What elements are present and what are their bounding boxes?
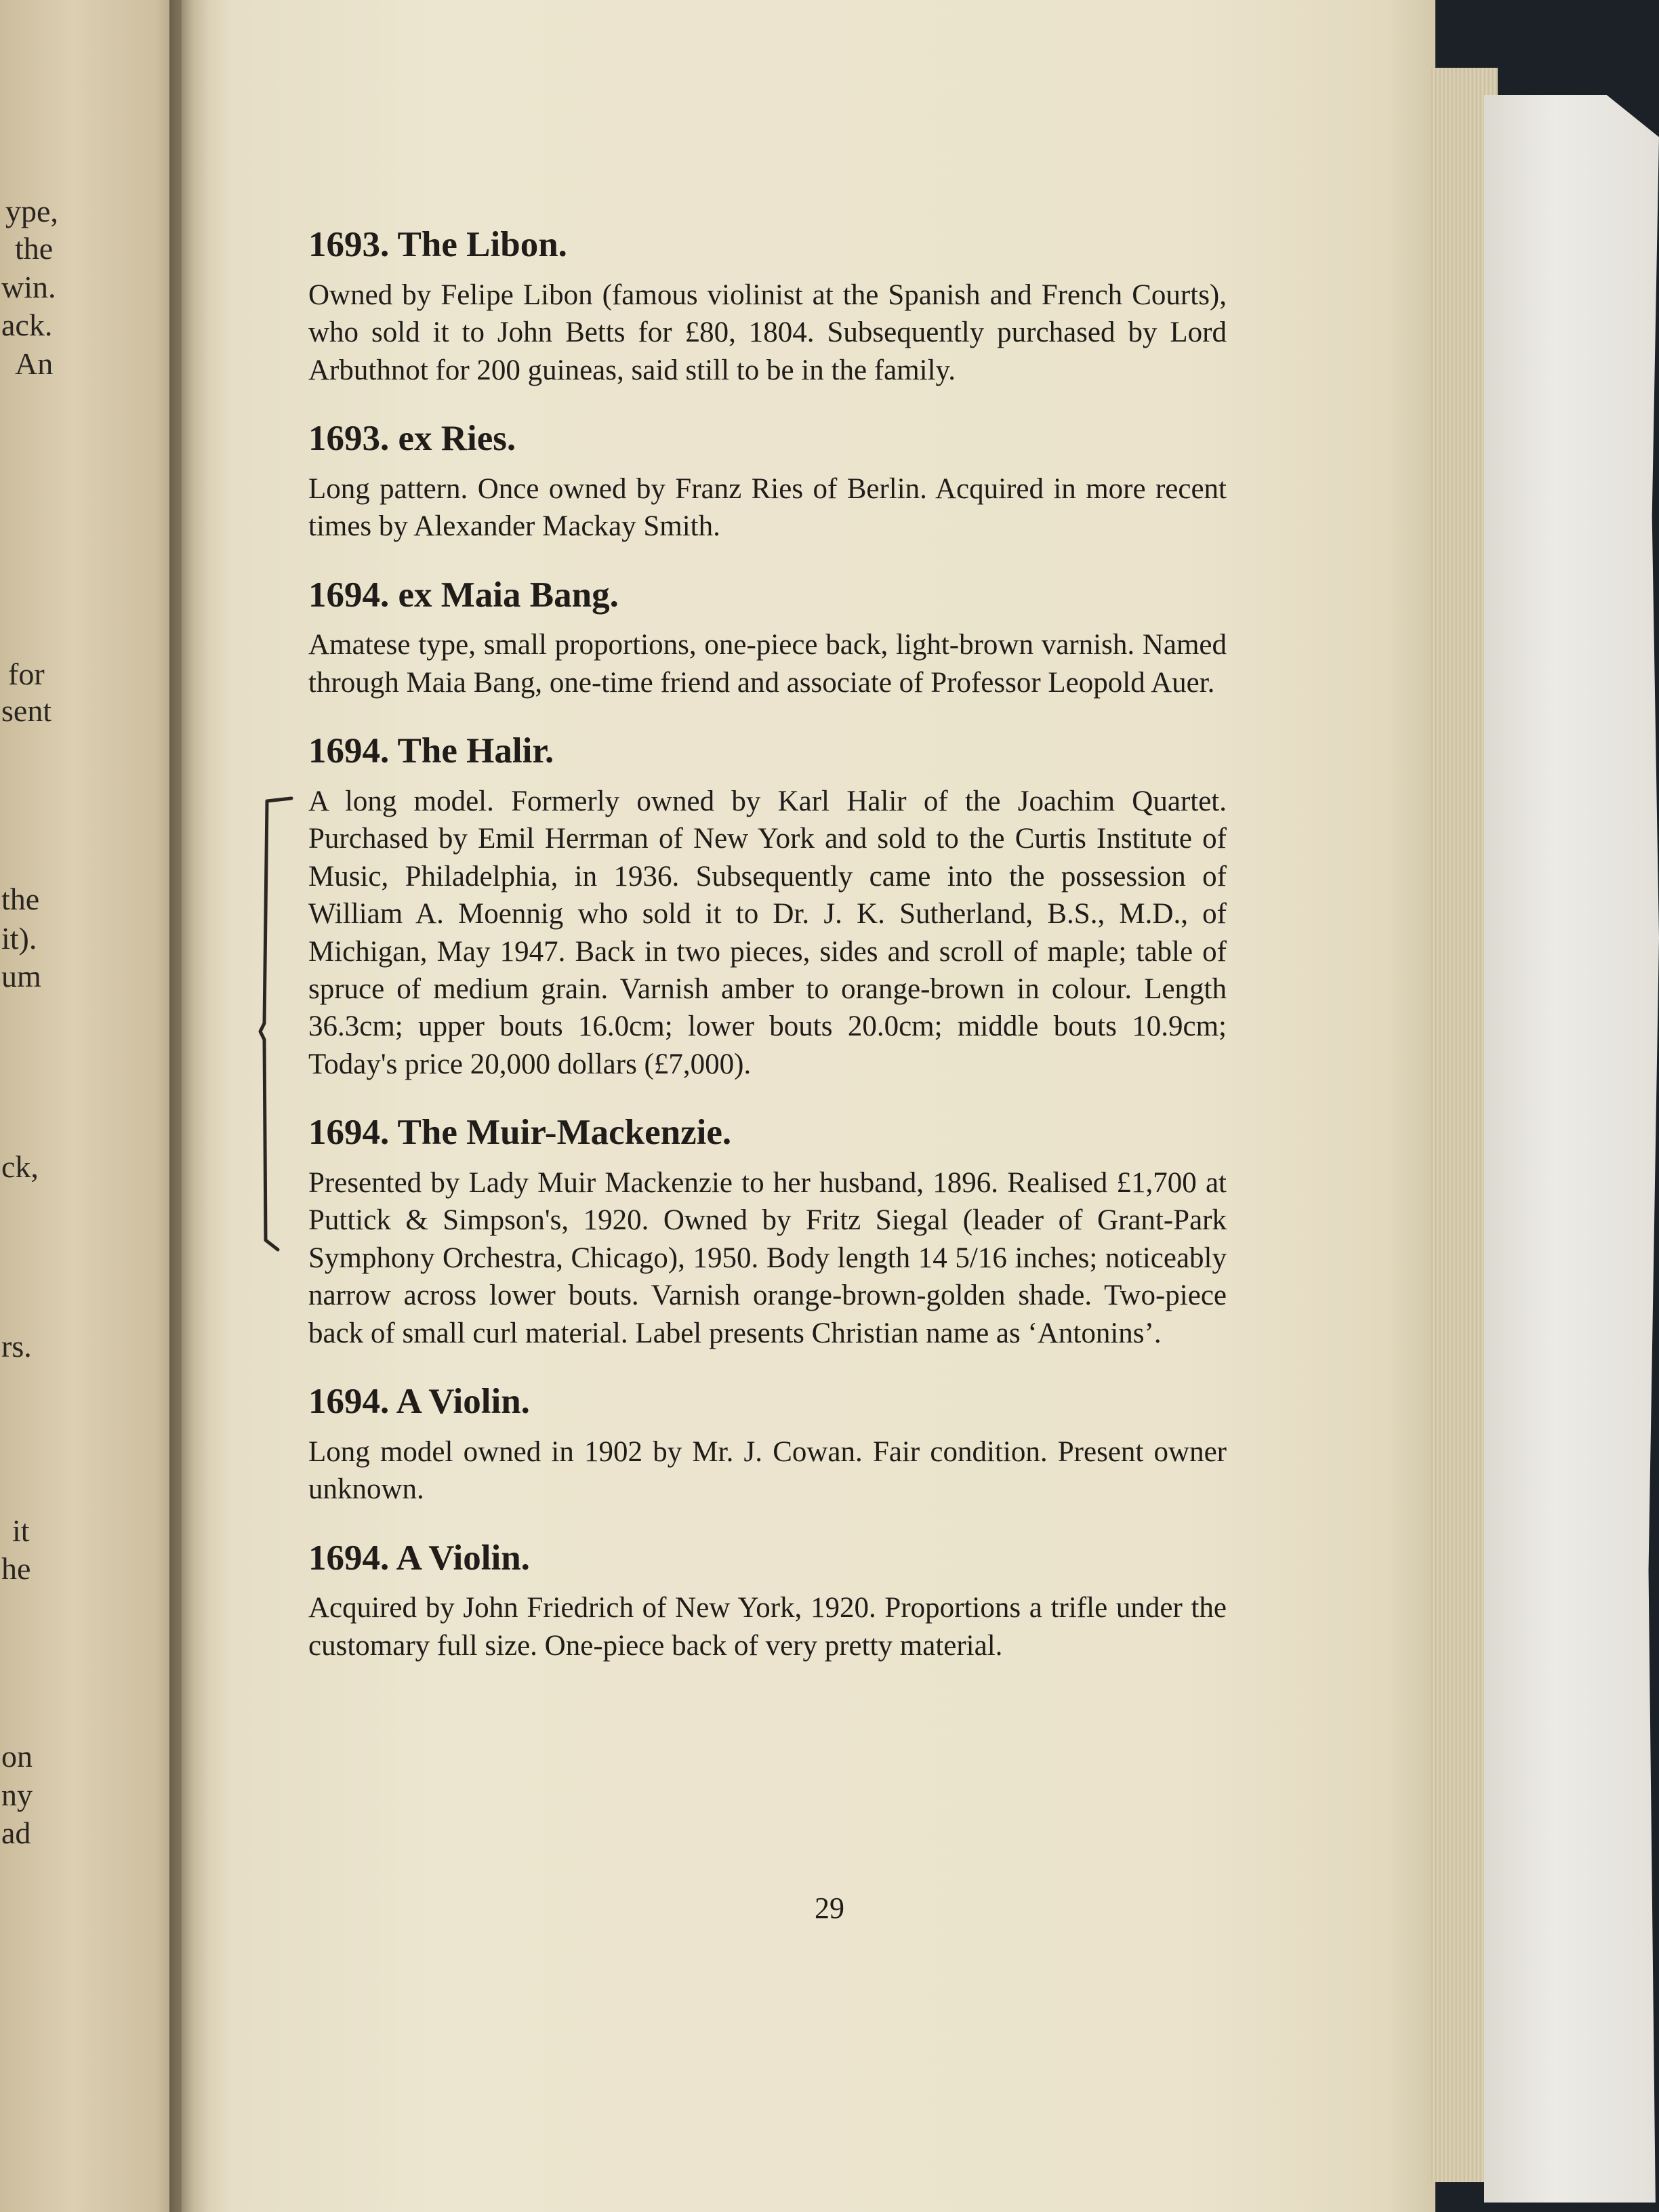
margin-bracket-mark bbox=[258, 793, 298, 1254]
entry-body: Acquired by John Friedrich of New York, 1920. Proportions a trifle under the customary full size. One-piece back of very pretty material. bbox=[308, 1592, 1227, 1662]
previous-page-edge bbox=[0, 0, 183, 2212]
entry-title: 1694. A Violin. bbox=[308, 1538, 530, 1578]
page-content bbox=[308, 224, 1227, 1664]
entry-body: Presented by Lady Muir Mackenzie to her husband, 1896. Realised £1,700 at Puttick & Simpson's, 1920. Owned by Fritz Siegal (leader of Grant-Park Symphony Orchestra, Chicago), 1950. Body length 14 5/16 inches; noticeably narrow across lower bouts. Varnish orange-brown-golden shade. Two-piece back of small curl material. Label presents Christian name as ‘Antonins’. bbox=[308, 1167, 1227, 1349]
left-page-fragment: for bbox=[8, 657, 45, 691]
entry bbox=[308, 730, 1227, 1083]
entry-title: 1694. A Violin. bbox=[308, 1382, 530, 1422]
left-page-fragment: ype, bbox=[5, 194, 58, 228]
entry-title: 1693. ex Ries. bbox=[308, 419, 516, 458]
entry bbox=[308, 1380, 1227, 1509]
left-page-fragment: on bbox=[1, 1739, 33, 1774]
entry-title: 1694. ex Maia Bang. bbox=[308, 575, 619, 615]
entry bbox=[308, 574, 1227, 702]
entry bbox=[308, 1537, 1227, 1665]
gutter-shadow bbox=[169, 0, 210, 2212]
left-page-fragment: ck, bbox=[1, 1149, 39, 1184]
entry-title: 1694. The Halir. bbox=[308, 731, 554, 771]
entry-body: A long model. Formerly owned by Karl Halir of the Joachim Quartet. Purchased by Emil Herrman of New York and sold to the Curtis Institute of Music, Philadelphia, in 1936. Subsequently came into the possession of William A. Moennig who sold it to Dr. J. K. Sutherland, B.S., M.D., of Michigan, May 1947. Back in two pieces, sides and scroll of maple; table of spruce of medium grain. Varnish amber to orange-brown in colour. Length 36.3cm; upper bouts 16.0cm; lower bouts 20.0cm; middle bouts 10.9cm; Today's price 20,000 dollars (£7,000). bbox=[308, 785, 1227, 1080]
dust-jacket-edge bbox=[1484, 95, 1659, 2203]
left-page-fragment: ack. bbox=[1, 308, 53, 342]
left-page-fragment: An bbox=[15, 346, 54, 381]
entry-body: Long model owned in 1902 by Mr. J. Cowan. Fair condition. Present owner unknown. bbox=[308, 1435, 1227, 1506]
entry bbox=[308, 1111, 1227, 1352]
entry-body: Owned by Felipe Libon (famous violinist at the Spanish and French Courts), who sold it to John Betts for £80, 1804. Subsequently purchased by Lord Arbuthnot for 200 guineas, said still to be in the family. bbox=[308, 279, 1227, 386]
left-page-fragment: he bbox=[1, 1551, 31, 1586]
left-page-fragment: win. bbox=[1, 270, 56, 304]
entry bbox=[308, 224, 1227, 389]
left-page-fragment: ad bbox=[1, 1816, 31, 1850]
page-number: 29 bbox=[815, 1891, 844, 1925]
left-page-fragment: um bbox=[1, 959, 41, 994]
left-page-fragment: ny bbox=[1, 1778, 33, 1812]
left-page-fragment: it bbox=[12, 1513, 30, 1548]
entry-title: 1693. The Libon. bbox=[308, 225, 567, 264]
entry-body: Amatese type, small proportions, one-piece back, light-brown varnish. Named through Maia Bang, one-time friend and associate of Professor Leopold Auer. bbox=[308, 629, 1227, 699]
left-page-fragment: it). bbox=[1, 921, 37, 956]
left-page-fragment: the bbox=[1, 882, 40, 916]
left-page-fragment: rs. bbox=[1, 1329, 32, 1364]
entry-body: Long pattern. Once owned by Franz Ries of Berlin. Acquired in more recent times by Alexander Mackay Smith. bbox=[308, 472, 1227, 543]
entry bbox=[308, 417, 1227, 546]
entry-title: 1694. The Muir-Mackenzie. bbox=[308, 1113, 732, 1153]
left-page-fragment: sent bbox=[1, 693, 52, 728]
left-page-fragment: the bbox=[15, 231, 54, 266]
